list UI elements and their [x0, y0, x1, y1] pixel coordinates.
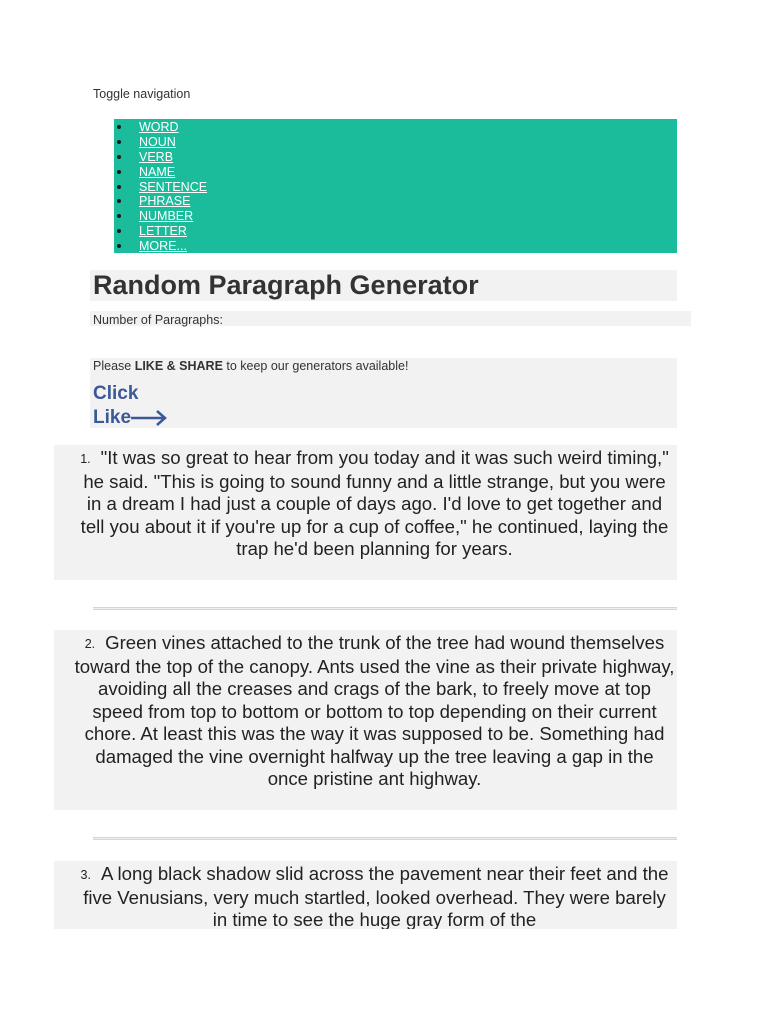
paragraph-item — [54, 445, 677, 561]
right-arrow-icon — [131, 408, 171, 428]
nav-link-number[interactable]: NUMBER — [139, 209, 194, 224]
paragraph-text: A long black shadow slid across the pavement near their feet and the five Venusians, very much startled, looked overhead. They were barely in time to see the huge gray form of the — [83, 863, 669, 929]
title-section — [90, 270, 677, 301]
paragraph-text: "It was so great to hear from you today and it was such weird timing," he said. "This is going to sound funny and a little strange, but you were in a dream I had just a couple of days ago. I'd love to get together and tell you about it if you're up for a cup of coffee," he continued, laying the trap he'd been planning for years. — [80, 447, 669, 559]
nav-item-noun — [114, 135, 677, 150]
share-panel — [90, 358, 677, 428]
nav-item-letter — [114, 224, 677, 239]
page-title: Random Paragraph Generator — [93, 270, 479, 300]
paragraph-text: Green vines attached to the trunk of the tree had wound themselves toward the top of the canopy. Ants used the vine as their private highway, avoiding all the creases and crags of the bark, to freely move at top speed from top to bottom or bottom to top depending on their current chore. At least this was the way it was supposed to be. Something had damaged the vine overnight halfway up the tree leaving a gap in the once pristine ant highway. — [74, 632, 675, 789]
paragraph-number: 2. — [84, 637, 96, 651]
num-paragraphs-label: Number of Paragraphs: — [93, 313, 223, 327]
paragraph-number: 1. — [80, 452, 91, 466]
share-suffix: to keep our generators available! — [222, 359, 409, 373]
toggle-navigation-button[interactable]: Toggle navigation — [93, 87, 191, 101]
nav-item-phrase — [114, 194, 677, 209]
click-like-prompt — [93, 382, 171, 430]
nav-link-sentence[interactable]: SENTENCE — [139, 179, 208, 194]
nav-link-name[interactable]: NAME — [139, 164, 176, 179]
nav-item-more — [114, 239, 677, 254]
nav-link-word[interactable]: WORD — [139, 120, 179, 134]
nav-link-verb[interactable]: VERB — [139, 149, 174, 164]
share-message — [93, 358, 408, 374]
nav-link-letter[interactable]: LETTER — [139, 224, 187, 239]
nav-link-more[interactable]: MORE... — [139, 239, 187, 254]
paragraph-item — [54, 861, 677, 929]
paragraph-item — [54, 630, 677, 791]
paragraph-count-control — [90, 311, 691, 326]
paragraph-block-3 — [54, 861, 677, 929]
nav-item-name — [114, 165, 677, 180]
click-text: Click — [93, 383, 139, 404]
share-prefix: Please — [93, 359, 135, 373]
nav-link-phrase[interactable]: PHRASE — [139, 194, 191, 209]
nav-list — [114, 120, 677, 254]
main-nav — [114, 119, 677, 253]
paragraph-number: 3. — [80, 868, 91, 882]
nav-item-number — [114, 209, 677, 224]
paragraph-divider — [93, 837, 677, 840]
paragraph-divider — [93, 607, 677, 610]
like-text: Like — [93, 407, 132, 428]
nav-item-sentence — [114, 180, 677, 195]
paragraph-block-2 — [54, 630, 677, 810]
nav-item-verb — [114, 150, 677, 165]
nav-item-word — [114, 120, 677, 135]
nav-link-noun[interactable]: NOUN — [139, 134, 176, 149]
share-bold: LIKE & SHARE — [134, 359, 223, 373]
paragraph-block-1 — [54, 445, 677, 580]
like-row — [93, 406, 171, 430]
